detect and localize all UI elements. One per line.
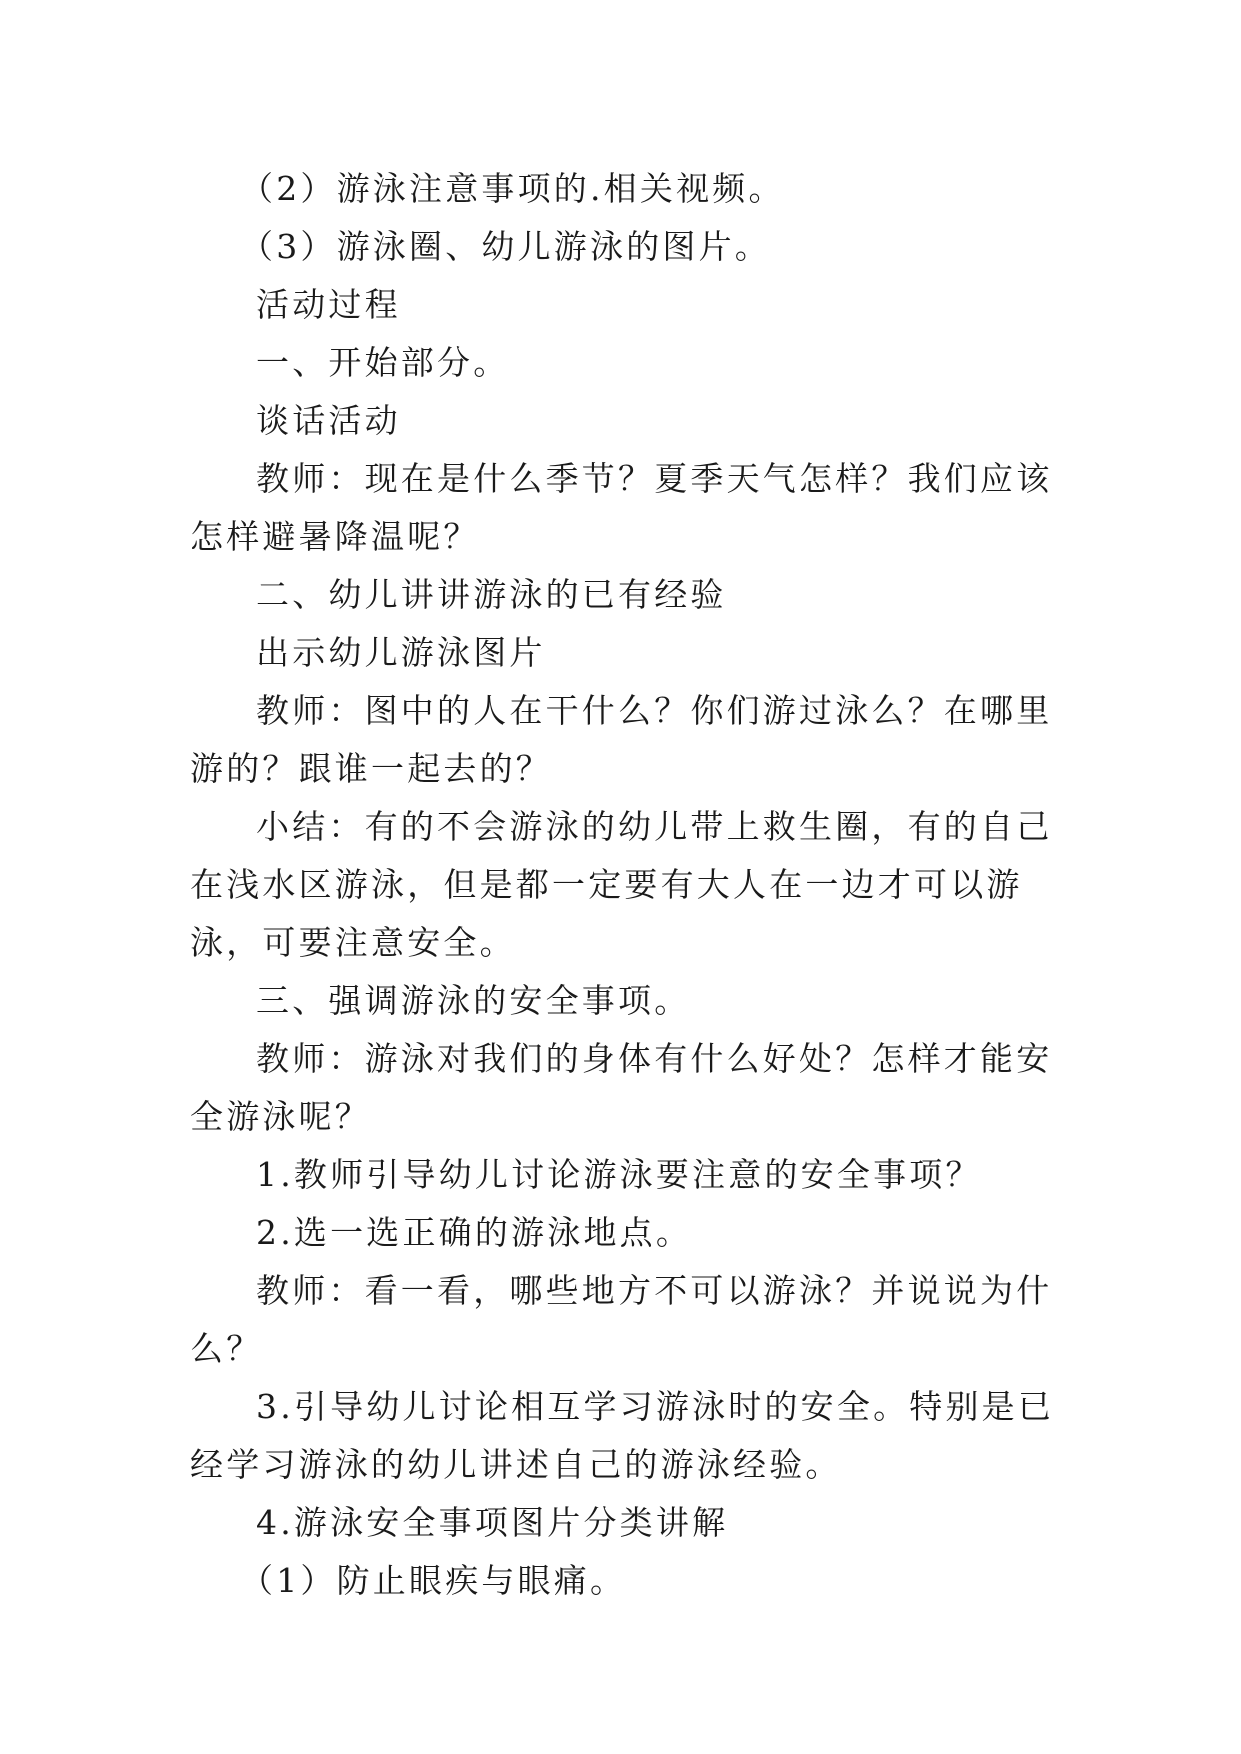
paragraph-show-pictures: 出示幼儿游泳图片 (256, 633, 546, 672)
list-item-3: 3.引导幼儿讨论相互学习游泳时的安全。特别是已经学习游泳的幼儿讲述自己的游泳经验。 (190, 1387, 1055, 1484)
paragraph-teacher-question-3: 教师：游泳对我们的身体有什么好处？怎样才能安全游泳呢？ (190, 1039, 1053, 1136)
paragraph-summary: 小结：有的不会游泳的幼儿带上救生圈，有的自己在浅水区游泳，但是都一定要有大人在一边才可以游泳，可要注意安全。 (190, 807, 1053, 962)
paragraph-materials-2: （2）游泳注意事项的.相关视频。 (240, 169, 785, 208)
heading-part-two: 二、幼儿讲讲游泳的已有经验 (256, 575, 727, 614)
document-body (190, 160, 1060, 1610)
paragraph-teacher-question-4: 教师：看一看，哪些地方不可以游泳？并说说为什么？ (190, 1271, 1053, 1368)
paragraph-sub-item-1: （1）防止眼疾与眼痛。 (240, 1561, 627, 1600)
paragraph-teacher-question-2: 教师：图中的人在干什么？你们游过泳么？在哪里游的？跟谁一起去的？ (190, 691, 1053, 788)
paragraph-materials-3: （3）游泳圈、幼儿游泳的图片。 (240, 227, 771, 266)
heading-activity-process: 活动过程 (256, 285, 401, 324)
paragraph-talk-activity: 谈话活动 (256, 401, 401, 440)
list-item-4: 4.游泳安全事项图片分类讲解 (256, 1503, 729, 1542)
list-item-2: 2.选一选正确的游泳地点。 (256, 1213, 693, 1252)
heading-part-one: 一、开始部分。 (256, 343, 510, 382)
paragraph-teacher-question-1: 教师：现在是什么季节？夏季天气怎样？我们应该怎样避暑降温呢？ (190, 459, 1053, 556)
heading-part-three: 三、强调游泳的安全事项。 (256, 981, 691, 1020)
list-item-1: 1.教师引导幼儿讨论游泳要注意的安全事项？ (256, 1155, 982, 1194)
